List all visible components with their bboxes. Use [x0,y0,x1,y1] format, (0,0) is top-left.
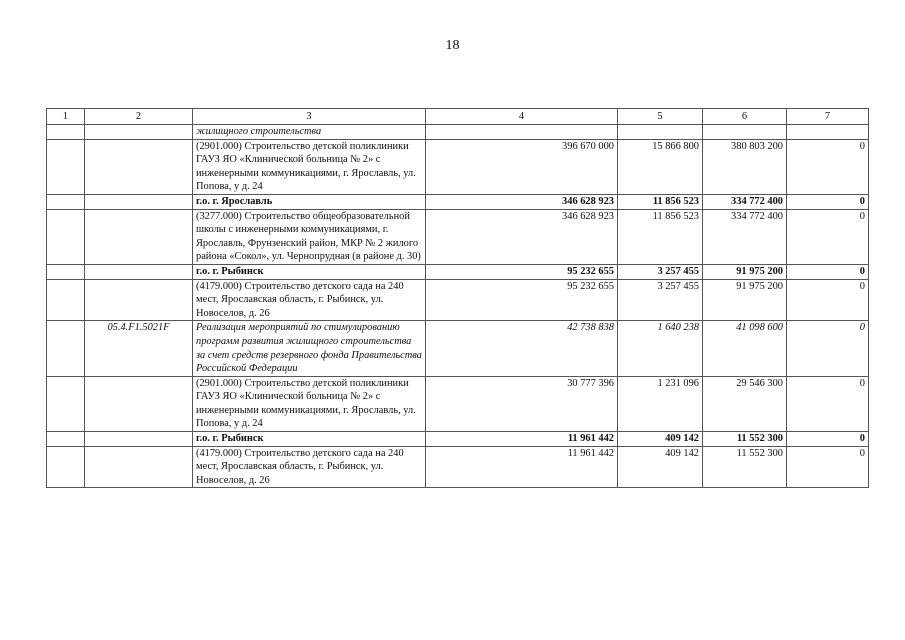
cell-description: (2901.000) Строительство детской поликлиники ГАУЗ ЯО «Клинической больница № 2» с инженерными коммуникациями, г. Ярославль, ул. Попова, у д. 24 [193,139,426,194]
column-header: 4 [426,109,618,125]
table-row [47,194,869,209]
cell-code [85,432,193,447]
cell-description: жилищного строительства [193,125,426,140]
cell-description: г.о. г. Рыбинск [193,264,426,279]
table-row [47,279,869,321]
cell-federal: 11 552 300 [703,432,787,447]
cell-other: 0 [787,139,869,194]
cell-description: (4179.000) Строительство детского сада на 240 мест, Ярославская область, г. Рыбинск, ул. Новоселов, д. 26 [193,279,426,321]
cell-total: 396 670 000 [426,139,618,194]
header-row [47,109,869,125]
cell-other: 0 [787,279,869,321]
cell-code [85,139,193,194]
cell-regional: 15 866 800 [618,139,703,194]
cell-code [85,376,193,431]
cell-col1 [47,264,85,279]
cell-code [85,446,193,488]
cell-col1 [47,209,85,264]
cell-regional [618,125,703,140]
cell-federal: 334 772 400 [703,194,787,209]
cell-description: г.о. г. Рыбинск [193,432,426,447]
cell-other [787,125,869,140]
cell-total: 11 961 442 [426,446,618,488]
cell-federal: 91 975 200 [703,264,787,279]
cell-total: 346 628 923 [426,209,618,264]
cell-other: 0 [787,321,869,376]
cell-regional: 1 231 096 [618,376,703,431]
cell-code [85,279,193,321]
column-header: 1 [47,109,85,125]
cell-federal: 380 803 200 [703,139,787,194]
cell-regional: 3 257 455 [618,264,703,279]
cell-federal: 41 098 600 [703,321,787,376]
cell-description: г.о. г. Ярославль [193,194,426,209]
cell-federal: 29 546 300 [703,376,787,431]
budget-table [46,108,869,488]
cell-col1 [47,139,85,194]
cell-other: 0 [787,446,869,488]
cell-regional: 409 142 [618,446,703,488]
cell-federal: 11 552 300 [703,446,787,488]
cell-col1 [47,432,85,447]
cell-federal: 334 772 400 [703,209,787,264]
cell-regional: 3 257 455 [618,279,703,321]
cell-description: Реализация мероприятий по стимулированию программ развития жилищного строительства за счет средств резервного фонда Правительства Российской Федерации [193,321,426,376]
table-row [47,376,869,431]
cell-code [85,264,193,279]
cell-description: (2901.000) Строительство детской поликлиники ГАУЗ ЯО «Клинической больница № 2» с инженерными коммуникациями, г. Ярославль, ул. Попова, у д. 24 [193,376,426,431]
cell-regional: 409 142 [618,432,703,447]
column-header: 2 [85,109,193,125]
table-row [47,209,869,264]
cell-total: 95 232 655 [426,264,618,279]
cell-code: 05.4.F1.5021F [85,321,193,376]
table-body [47,125,869,488]
table-row [47,432,869,447]
cell-col1 [47,321,85,376]
table-row [47,264,869,279]
cell-other: 0 [787,264,869,279]
column-header: 3 [193,109,426,125]
cell-col1 [47,125,85,140]
page-number: 18 [445,38,460,53]
cell-total: 346 628 923 [426,194,618,209]
cell-col1 [47,279,85,321]
cell-total: 95 232 655 [426,279,618,321]
cell-col1 [47,446,85,488]
cell-code [85,209,193,264]
cell-code [85,194,193,209]
cell-col1 [47,376,85,431]
table-row [47,139,869,194]
cell-regional: 1 640 238 [618,321,703,376]
cell-col1 [47,194,85,209]
table-row [47,321,869,376]
cell-description: (3277.000) Строительство общеобразовательной школы с инженерными коммуникациями, г. Ярославль, Фрунзенский район, МКР № 2 жилого района «Сокол», ул. Чернопрудная (в районе д. 30) [193,209,426,264]
cell-other: 0 [787,432,869,447]
cell-federal [703,125,787,140]
column-header: 6 [703,109,787,125]
column-header: 5 [618,109,703,125]
cell-code [85,125,193,140]
cell-other: 0 [787,194,869,209]
cell-total: 11 961 442 [426,432,618,447]
cell-total [426,125,618,140]
cell-other: 0 [787,376,869,431]
table-row [47,446,869,488]
cell-total: 42 738 838 [426,321,618,376]
cell-other: 0 [787,209,869,264]
cell-description: (4179.000) Строительство детского сада на 240 мест, Ярославская область, г. Рыбинск, ул. Новоселов, д. 26 [193,446,426,488]
cell-regional: 11 856 523 [618,209,703,264]
cell-regional: 11 856 523 [618,194,703,209]
table-row [47,125,869,140]
cell-total: 30 777 396 [426,376,618,431]
cell-federal: 91 975 200 [703,279,787,321]
column-header: 7 [787,109,869,125]
